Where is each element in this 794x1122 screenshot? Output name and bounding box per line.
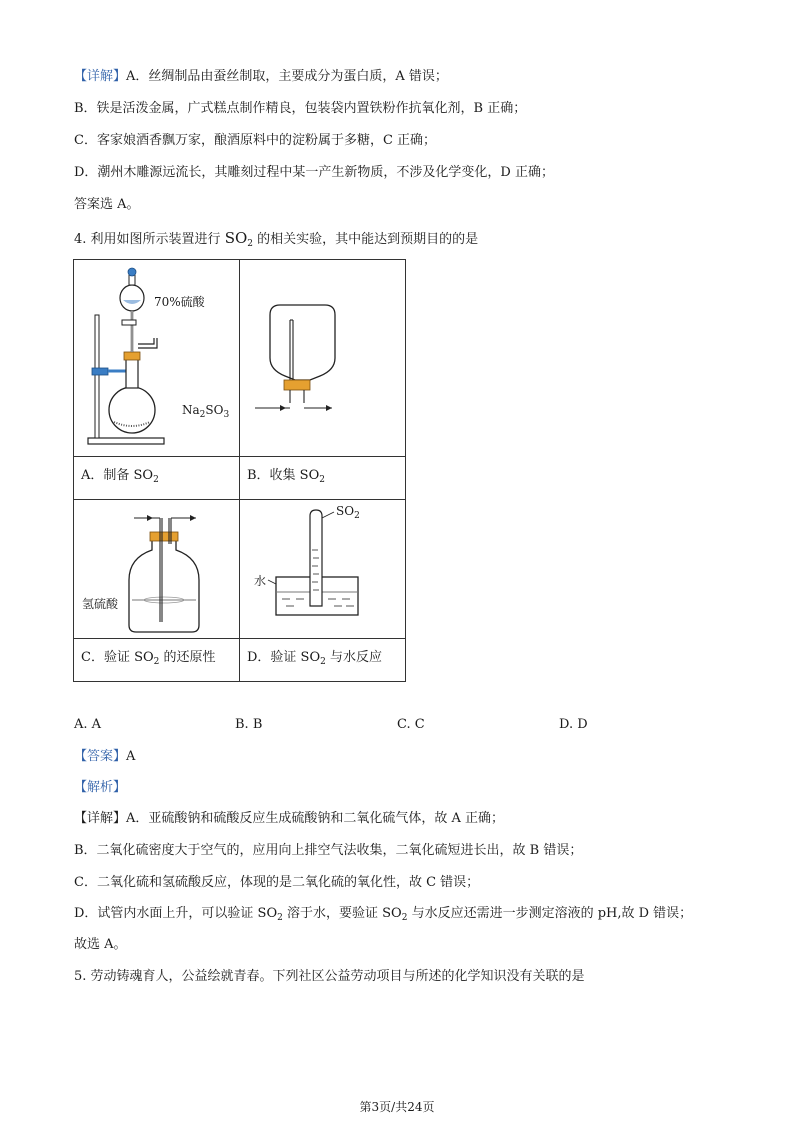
generator-apparatus-icon	[74, 260, 239, 456]
water-label: 水	[254, 574, 267, 588]
prev-detail-c: C．客家娘酒香飘万家，酿酒原料中的淀粉属于多糖，C 正确；	[74, 133, 437, 148]
figure-d-apparatus	[240, 500, 405, 638]
liquid-label: 氢硫酸	[82, 597, 119, 611]
prev-detail-a: 【详解】A．丝绸制品由蚕丝制取，主要成分为蛋白质，A 错误；	[74, 69, 448, 84]
caption-c: C．验证 $SO_2$ 的还原性	[74, 639, 240, 682]
acid-label: 70%硫酸	[154, 295, 205, 309]
question-4-stem: 4. 利用如图所示装置进行 $SO_2$ 的相关实验，其中能达到预期目的的是	[74, 229, 479, 249]
caption-d: D．验证 $SO_2$ 与水反应	[240, 639, 406, 682]
so2-formula: $SO_2$	[224, 229, 254, 249]
prev-detail-b: B．铁是活泼金属，广式糕点制作精良，包装袋内置铁粉作抗氧化剂，B 正确；	[74, 101, 527, 116]
caption-b: B．收集 $SO_2$	[240, 457, 406, 500]
salt-label: $Na_2SO_3$	[182, 403, 230, 420]
gas-label: $SO_2$	[336, 504, 360, 521]
detail-conclusion: 故选 A。	[74, 937, 127, 952]
option-b: B. B	[235, 717, 263, 732]
inverted-bottle-icon	[240, 260, 405, 456]
caption-a: A．制备 $SO_2$	[74, 457, 240, 500]
gas-washing-bottle-icon	[74, 500, 239, 638]
prev-answer: 答案选 A。	[74, 197, 140, 212]
detail-d: D．试管内水面上升，可以验证 $SO_2$ 溶于水，要验证 $SO_2$ 与水反应还需进一步测定溶液的 pH,故 D 错误；	[74, 906, 693, 923]
figure-b-apparatus	[240, 260, 405, 456]
test-tube-trough-icon	[240, 500, 405, 638]
analysis-tag: 【解析】	[74, 780, 127, 795]
apparatus-table	[73, 259, 406, 682]
option-d: D. D	[559, 717, 588, 732]
figure-a-apparatus	[74, 260, 239, 456]
detail-a: 【详解】A．亚硫酸钠和硫酸反应生成硫酸钠和二氧化硫气体，故 A 正确；	[74, 811, 505, 826]
detail-tag: 【详解】	[74, 69, 127, 84]
answer-line: 【答案】A	[74, 749, 136, 764]
option-a: A. A	[74, 717, 102, 732]
prev-detail-d: D．潮州木雕源远流长，其雕刻过程中某一产生新物质，不涉及化学变化，D 正确；	[74, 165, 554, 180]
option-c: C. C	[397, 717, 425, 732]
figure-c-apparatus	[74, 500, 239, 638]
answer-tag: 【答案】	[74, 749, 127, 764]
detail-c: C．二氧化硫和氢硫酸反应，体现的是二氧化硫的氧化性，故 C 错误；	[74, 875, 480, 890]
page-footer: 第3页/共24页	[359, 1100, 435, 1114]
question-5-stem: 5. 劳动铸魂育人，公益绘就青春。下列社区公益劳动项目与所述的化学知识没有关联的是	[74, 969, 585, 984]
detail-b: B．二氧化硫密度大于空气的，应用向上排空气法收集，二氧化硫短进长出，故 B 错误；	[74, 843, 583, 858]
